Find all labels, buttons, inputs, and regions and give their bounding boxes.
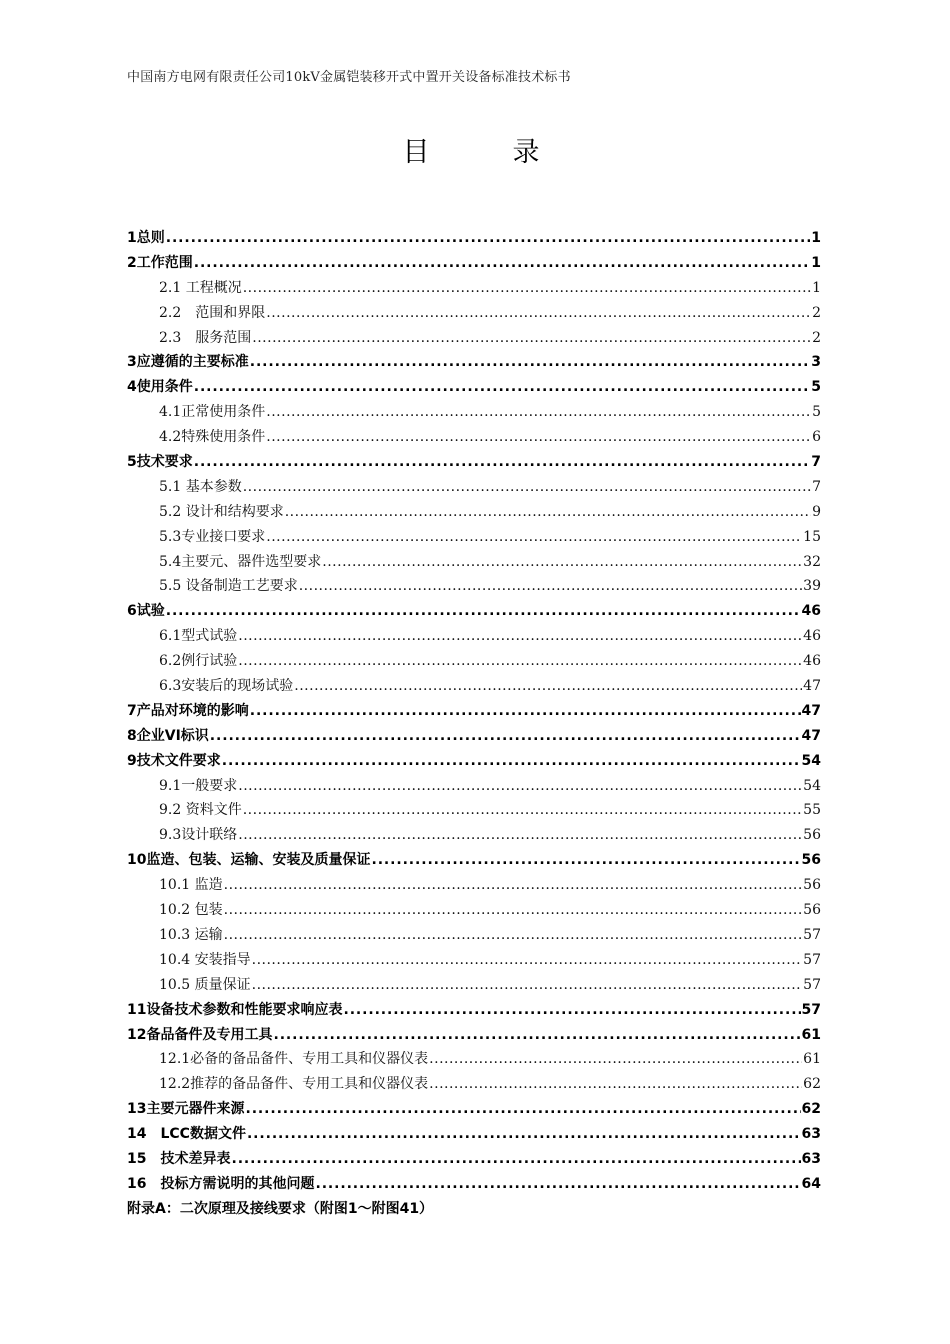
toc-entry-title: 10.1 监造 xyxy=(159,877,223,894)
toc-subentry[interactable] xyxy=(127,574,821,599)
toc-page-number: 39 xyxy=(803,578,821,595)
toc-page-number: 47 xyxy=(801,702,821,719)
toc-entry[interactable] xyxy=(127,1197,821,1222)
toc-entry[interactable] xyxy=(127,699,821,724)
toc-subentry[interactable] xyxy=(127,873,821,898)
dot-leader xyxy=(222,749,801,774)
toc-subentry[interactable] xyxy=(127,500,821,525)
dot-leader xyxy=(294,674,802,699)
toc-page-number: 54 xyxy=(801,752,821,769)
toc-entry[interactable] xyxy=(127,1122,821,1147)
toc-subentry[interactable] xyxy=(127,475,821,500)
dot-leader xyxy=(273,1023,800,1048)
dot-leader xyxy=(299,574,802,599)
dot-leader xyxy=(285,500,811,525)
toc-subentry[interactable] xyxy=(127,326,821,351)
toc-entry[interactable] xyxy=(127,1147,821,1172)
toc-page-number: 6 xyxy=(812,429,821,446)
toc-entry-title: 6.2例行试验 xyxy=(159,653,238,670)
toc-page-number: 57 xyxy=(803,926,821,943)
dot-leader xyxy=(266,301,811,326)
toc-subentry[interactable] xyxy=(127,1047,821,1072)
dot-leader xyxy=(250,350,811,375)
toc-page-number: 7 xyxy=(812,478,821,495)
page-header: 中国南方电网有限责任公司10kV金属铠装移开式中置开关设备标准技术标书 xyxy=(127,70,571,85)
toc-entry-title: 14 LCC数据文件 xyxy=(127,1126,246,1143)
toc-page-number: 63 xyxy=(801,1150,821,1167)
toc-entry-title: 8企业VI标识 xyxy=(127,727,209,744)
dot-leader xyxy=(210,724,801,749)
toc-page-number: 32 xyxy=(803,553,821,570)
toc-entry-title: 12备品备件及专用工具 xyxy=(127,1026,273,1043)
dot-leader xyxy=(266,400,811,425)
toc-entry-title: 13主要元器件来源 xyxy=(127,1101,245,1118)
dot-leader xyxy=(252,948,803,973)
toc-subentry[interactable] xyxy=(127,798,821,823)
toc-page-number: 56 xyxy=(801,852,821,869)
dot-leader xyxy=(224,873,803,898)
toc-entry-title: 15 技术差异表 xyxy=(127,1150,231,1167)
toc-entry[interactable] xyxy=(127,1172,821,1197)
toc-page-number: 56 xyxy=(803,902,821,919)
toc-page-number: 9 xyxy=(812,503,821,520)
dot-leader xyxy=(238,624,802,649)
dot-leader xyxy=(250,699,801,724)
toc-entry-title: 16 投标方需说明的其他问题 xyxy=(127,1175,315,1192)
toc-page-number: 5 xyxy=(812,404,821,421)
toc-page-number: 3 xyxy=(811,354,821,371)
toc-page-number: 62 xyxy=(801,1101,821,1118)
toc-entry-title: 1总则 xyxy=(127,230,165,246)
toc-entry-title: 2.3 服务范围 xyxy=(159,329,252,346)
dot-leader xyxy=(166,599,801,624)
toc-entry-title: 6试验 xyxy=(127,603,165,620)
dot-leader xyxy=(343,998,800,1023)
toc-page-number: 46 xyxy=(803,628,821,645)
toc-entry-title: 5.1 基本参数 xyxy=(159,478,242,495)
toc-page-number: 54 xyxy=(803,777,821,794)
toc-entry[interactable] xyxy=(127,1097,821,1122)
toc-page-number: 62 xyxy=(803,1076,821,1093)
toc-page-number: 55 xyxy=(803,802,821,819)
toc-entry-title: 10.4 安装指导 xyxy=(159,951,251,968)
toc-page-number: 2 xyxy=(812,329,821,346)
toc-entry-title: 12.2推荐的备品备件、专用工具和仪器仪表 xyxy=(159,1076,429,1093)
toc-entry-title: 9.1一般要求 xyxy=(159,777,238,794)
toc-entry-title: 5技术要求 xyxy=(127,454,193,471)
toc-page-number: 46 xyxy=(801,603,821,620)
toc-entry-title: 4使用条件 xyxy=(127,379,193,396)
toc-page-number: 5 xyxy=(811,379,821,396)
table-of-contents xyxy=(127,226,821,1222)
toc-subentry[interactable] xyxy=(127,525,821,550)
dot-leader xyxy=(315,1172,800,1197)
toc-subentry[interactable] xyxy=(127,973,821,998)
toc-page-number: 64 xyxy=(801,1175,821,1192)
toc-entry-title: 10.3 运输 xyxy=(159,926,223,943)
dot-leader xyxy=(224,923,803,948)
toc-entry[interactable] xyxy=(127,848,821,873)
dot-leader xyxy=(266,425,811,450)
dot-leader xyxy=(194,450,811,475)
toc-entry-title: 6.1型式试验 xyxy=(159,628,238,645)
toc-entry-title: 10.5 质量保证 xyxy=(159,976,251,993)
toc-page-number: 47 xyxy=(803,678,821,695)
dot-leader xyxy=(166,226,811,251)
toc-page-number: 56 xyxy=(803,877,821,894)
toc-subentry[interactable] xyxy=(127,923,821,948)
toc-subentry[interactable] xyxy=(127,649,821,674)
toc-entry-title: 5.4主要元、器件选型要求 xyxy=(159,553,322,570)
dot-leader xyxy=(243,798,802,823)
toc-entry-title: 2.2 范围和界限 xyxy=(159,304,266,321)
toc-entry-title: 9.3设计联络 xyxy=(159,827,238,844)
dot-leader xyxy=(252,326,811,351)
toc-subentry[interactable] xyxy=(127,1072,821,1097)
toc-subentry[interactable] xyxy=(127,425,821,450)
dot-leader xyxy=(266,525,802,550)
toc-entry-title: 4.1正常使用条件 xyxy=(159,404,266,421)
toc-subentry[interactable] xyxy=(127,400,821,425)
toc-subentry[interactable] xyxy=(127,276,821,301)
dot-leader xyxy=(243,276,811,301)
toc-subentry[interactable] xyxy=(127,823,821,848)
dot-leader xyxy=(247,1122,801,1147)
dot-leader xyxy=(194,251,811,276)
dot-leader xyxy=(371,848,800,873)
toc-subentry[interactable] xyxy=(127,774,821,799)
toc-entry-title: 2工作范围 xyxy=(127,254,193,271)
toc-entry-title: 10.2 包装 xyxy=(159,902,223,919)
toc-page-number: 2 xyxy=(812,304,821,321)
dot-leader xyxy=(322,550,802,575)
toc-entry-title: 3应遵循的主要标准 xyxy=(127,354,249,371)
toc-entry-title: 5.2 设计和结构要求 xyxy=(159,503,284,520)
toc-entry-title: 6.3安装后的现场试验 xyxy=(159,678,294,695)
toc-subentry[interactable] xyxy=(127,674,821,699)
dot-leader xyxy=(194,375,811,400)
dot-leader xyxy=(252,973,803,998)
toc-page-number: 7 xyxy=(811,454,821,471)
toc-entry[interactable] xyxy=(127,1023,821,1048)
toc-page-number: 46 xyxy=(803,653,821,670)
toc-entry[interactable] xyxy=(127,749,821,774)
toc-entry[interactable] xyxy=(127,226,821,251)
toc-entry-title: 7产品对环境的影响 xyxy=(127,702,249,719)
toc-page-number: 61 xyxy=(803,1051,821,1068)
toc-entry[interactable] xyxy=(127,350,821,375)
page-title: 目 录 xyxy=(402,137,568,168)
toc-entry[interactable] xyxy=(127,998,821,1023)
toc-subentry[interactable] xyxy=(127,948,821,973)
toc-subentry[interactable] xyxy=(127,898,821,923)
dot-leader xyxy=(231,1147,800,1172)
toc-page-number: 57 xyxy=(803,976,821,993)
toc-entry[interactable] xyxy=(127,599,821,624)
dot-leader xyxy=(243,475,811,500)
toc-entry[interactable] xyxy=(127,724,821,749)
dot-leader xyxy=(245,1097,800,1122)
toc-page-number: 63 xyxy=(801,1126,821,1143)
toc-page-number: 1 xyxy=(811,230,821,246)
toc-page-number: 57 xyxy=(801,1001,821,1018)
toc-entry-title: 11设备技术参数和性能要求响应表 xyxy=(127,1001,343,1018)
toc-entry[interactable] xyxy=(127,251,821,276)
toc-entry-title: 12.1必备的备品备件、专用工具和仪器仪表 xyxy=(159,1051,429,1068)
dot-leader xyxy=(224,898,803,923)
toc-entry[interactable] xyxy=(127,375,821,400)
toc-page-number: 15 xyxy=(803,528,821,545)
toc-page-number: 61 xyxy=(801,1026,821,1043)
dot-leader xyxy=(238,774,802,799)
toc-entry-title: 9技术文件要求 xyxy=(127,752,221,769)
dot-leader xyxy=(429,1047,802,1072)
toc-entry[interactable] xyxy=(127,450,821,475)
toc-page-number: 47 xyxy=(801,727,821,744)
toc-page-number: 1 xyxy=(812,279,821,296)
dot-leader xyxy=(238,649,802,674)
toc-page-number: 57 xyxy=(803,951,821,968)
toc-entry-title: 4.2特殊使用条件 xyxy=(159,429,266,446)
toc-entry-title: 5.5 设备制造工艺要求 xyxy=(159,578,298,595)
toc-entry-title: 2.1 工程概况 xyxy=(159,279,242,296)
toc-page-number: 56 xyxy=(803,827,821,844)
dot-leader xyxy=(238,823,802,848)
toc-entry-title: 附录A：二次原理及接线要求（附图1～附图41） xyxy=(127,1200,434,1217)
toc-entry-title: 10监造、包装、运输、安装及质量保证 xyxy=(127,852,371,869)
toc-page-number: 1 xyxy=(811,254,821,271)
toc-entry-title: 5.3专业接口要求 xyxy=(159,528,266,545)
toc-entry-title: 9.2 资料文件 xyxy=(159,802,242,819)
dot-leader xyxy=(429,1072,802,1097)
toc-subentry[interactable] xyxy=(127,624,821,649)
toc-subentry[interactable] xyxy=(127,301,821,326)
toc-subentry[interactable] xyxy=(127,550,821,575)
